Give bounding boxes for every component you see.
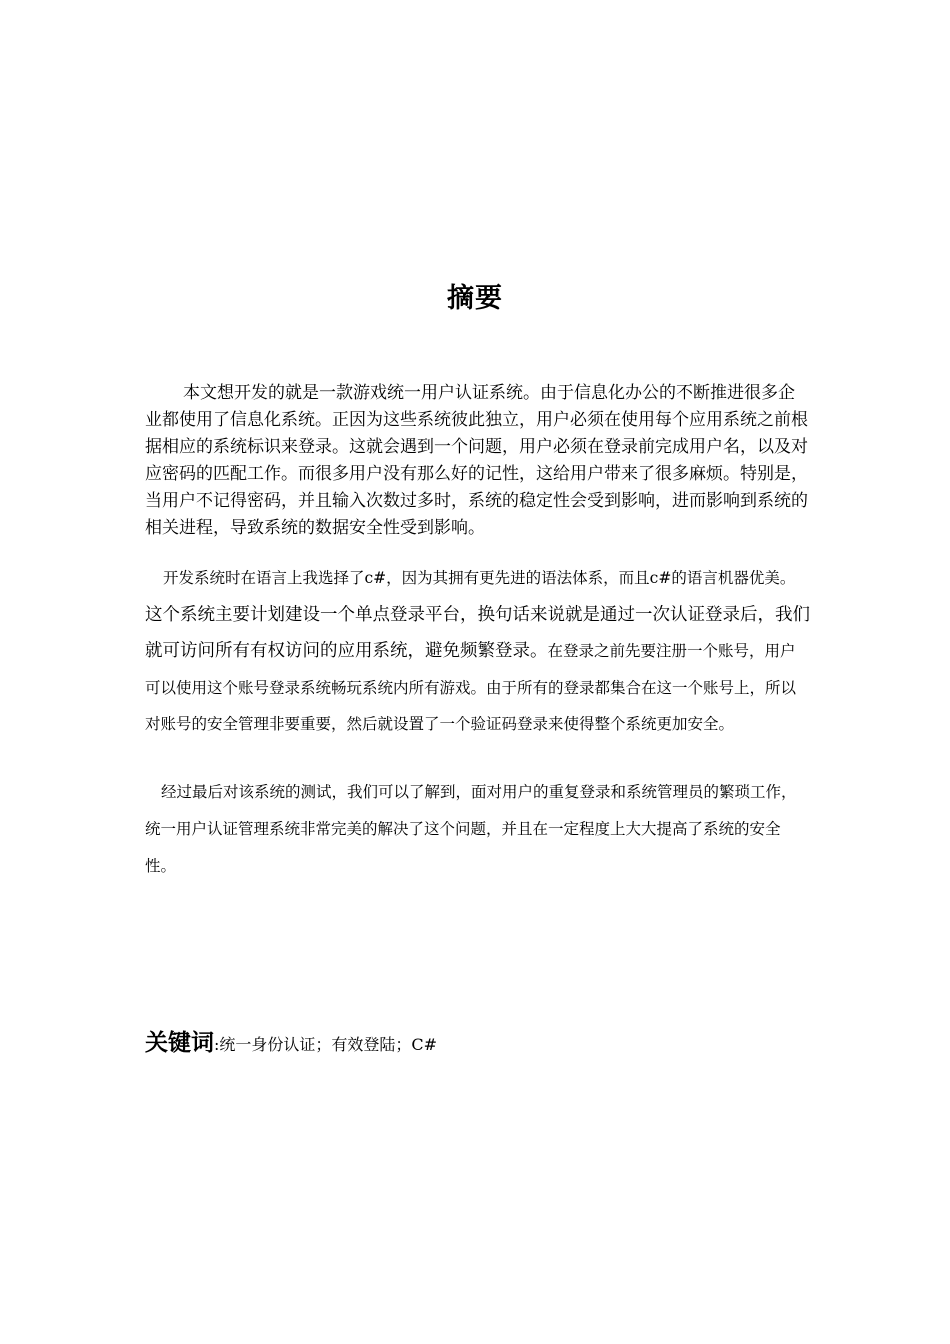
paragraph-2-part-2: 这个系统主要计划建设一个单点登录平台，换句话来说就是通过一次认证登录后，我们就可访问所有有权访问的应用系统，避免频繁登录。 [145,604,810,661]
keywords-text: 统一身份认证；有效登陆；C# [219,1035,438,1054]
keywords-line [145,1024,810,1057]
paragraph-2-part-1: 开发系统时在语言上我选择了c#，因为其拥有更先进的语法体系，而且c#的语言机器优美。 [163,569,796,587]
keywords-label: 关键词 [145,1030,214,1056]
abstract-paragraph-3: 经过最后对该系统的测试，我们可以了解到，面对用户的重复登录和系统管理员的繁琐工作，统一用户认证管理系统非常完美的解决了这个问题，并且在一定程度上大大提高了系统的安全性。 [145,783,797,875]
paragraph-2-part-3: 在登录之前先要注册一个账号，用户可以使用这个账号登录系统畅玩系统内所有游戏。由于所有的登录都集合在这一个账号上，所以对账号的安全管理非要重要，然后就设置了一个验证码登录来使得整个系统更加安全。 [145,642,797,733]
abstract-paragraph-1: 本文想开发的就是一款游戏统一用户认证系统。由于信息化办公的不断推进很多企业都使用了信息化系统。正因为这些系统彼此独立，用户必须在使用每个应用系统之前根据相应的系统标识来登录。这就会遇到一个问题，用户必须在登录前完成用户名，以及对应密码的匹配工作。而很多用户没有那么好的记性，这给用户带来了很多麻烦。特别是，当用户不记得密码，并且输入次数过多时，系统的稳定性会受到影响，进而影响到系统的相关进程，导致系统的数据安全性受到影响。 [145,383,808,538]
page-title: 摘要 [447,283,503,314]
keywords-colon: : [214,1035,220,1054]
abstract-paragraph-2 [145,560,810,743]
